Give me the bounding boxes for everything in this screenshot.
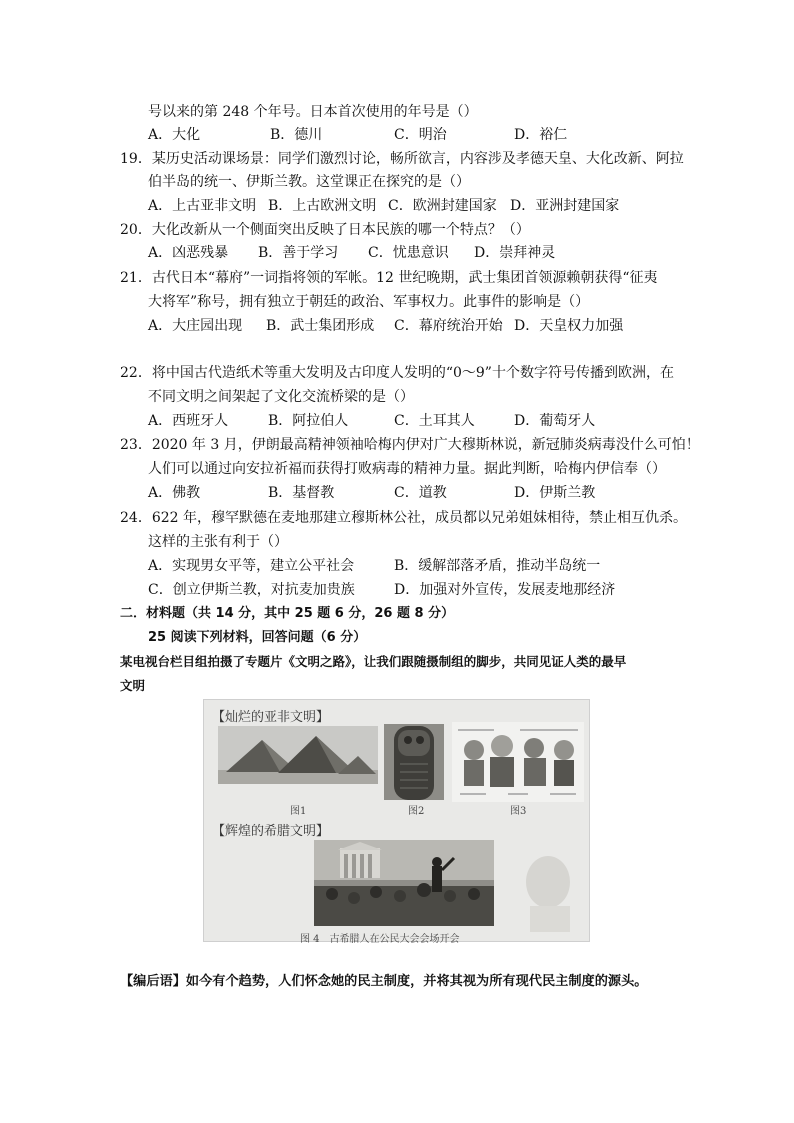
material-figure xyxy=(203,699,590,945)
q18-stem-tail: 号以来的第 248 个年号。日本首次使用的年号是（） xyxy=(148,104,478,120)
q18-option-b: B．德川 xyxy=(270,127,323,143)
figure-caption-4: 图 4 古希腊人在公民大会会场开会 xyxy=(300,934,460,945)
q21-option-b: B．武士集团形成 xyxy=(266,318,375,334)
q21-option-d: D．天皇权力加强 xyxy=(514,318,624,334)
q24-option-d: D．加强对外宣传，发展麦地那经济 xyxy=(394,582,616,598)
q23-stem-line2: 人们可以通过向安拉祈福而获得打败病毒的精神力量。据此判断，哈梅内伊信奉（） xyxy=(148,461,666,477)
q20-option-c: C．忧患意识 xyxy=(368,245,449,261)
q19-option-d: D．亚洲封建国家 xyxy=(510,198,620,214)
q21-option-a: A．大庄园出现 xyxy=(148,318,243,334)
figure-caption-2: 图2 xyxy=(408,806,425,817)
afterword: 【编后语】如今有个趋势，人们怀念她的民主制度，并将其视为所有现代民主制度的源头。 xyxy=(120,974,648,989)
q24-option-a: A．实现男女平等，建立公平社会 xyxy=(148,558,355,574)
q20-option-a: A．凶恶残暴 xyxy=(148,245,229,261)
q25-intro-line2: 文明 xyxy=(120,678,146,693)
q24-stem-line2: 这样的主张有利于（） xyxy=(148,534,288,550)
q23-option-a: A．佛教 xyxy=(148,485,201,501)
section2-heading: 二．材料题（共 14 分，其中 25 题 6 分，26 题 8 分） xyxy=(120,606,455,621)
q18-option-a: A．大化 xyxy=(148,127,201,143)
stele-photo xyxy=(384,724,444,800)
q19-option-c: C．欧洲封建国家 xyxy=(388,198,497,214)
q19-stem-line1: 19．某历史活动课场景：同学们激烈讨论，畅所欲言，内容涉及孝德天皇、大化改新、阿拉 xyxy=(120,151,684,167)
q22-option-a: A．西班牙人 xyxy=(148,413,229,429)
q23-stem-line1: 23．2020 年 3 月，伊朗最高精神领袖哈梅内伊对广大穆斯林说，新冠肺炎病毒没什么可怕！ xyxy=(120,437,700,453)
q19-option-a: A．上古亚非文明 xyxy=(148,198,257,214)
q20-option-b: B．善于学习 xyxy=(258,245,339,261)
q20-stem-line1: 20．大化改新从一个侧面突出反映了日本民族的哪一个特点？（） xyxy=(120,222,530,238)
figure-caption-3: 图3 xyxy=(510,806,527,817)
q21-option-c: C．幕府统治开始 xyxy=(394,318,503,334)
q24-stem-line1: 24．622 年，穆罕默德在麦地那建立穆斯林公社，成员都以兄弟姐妹相待，禁止相互仇杀。 xyxy=(120,510,687,526)
deities-illustration xyxy=(452,722,584,802)
q19-stem-line2: 伯半岛的统一、伊斯兰教。这堂课正在探究的是（） xyxy=(148,174,470,190)
figure-heading-asia-africa: 【灿烂的亚非文明】 xyxy=(212,710,330,725)
figure-caption-1: 图1 xyxy=(290,806,307,817)
q22-stem-line1: 22．将中国古代造纸术等重大发明及古印度人发明的“0～9”十个数字符号传播到欧洲，在 xyxy=(120,365,674,381)
q18-option-d: D．裕仁 xyxy=(514,127,568,143)
bust-watermark xyxy=(504,848,584,932)
q24-option-b: B．缓解部落矛盾，推动半岛统一 xyxy=(394,558,601,574)
q23-option-d: D．伊斯兰教 xyxy=(514,485,596,501)
q20-option-d: D．崇拜神灵 xyxy=(474,245,556,261)
q23-option-c: C．道教 xyxy=(394,485,447,501)
q22-option-d: D．葡萄牙人 xyxy=(514,413,596,429)
q21-stem-line2: 大将军”称号，拥有独立于朝廷的政治、军事权力。此事件的影响是（） xyxy=(148,294,590,310)
q24-option-c: C．创立伊斯兰教，对抗麦加贵族 xyxy=(148,582,355,598)
greek-assembly-painting xyxy=(314,840,494,926)
q22-option-b: B．阿拉伯人 xyxy=(268,413,349,429)
q23-option-b: B．基督教 xyxy=(268,485,335,501)
q25-intro-line1: 某电视台栏目组拍摄了专题片《文明之路》，让我们跟随摄制组的脚步，共同见证人类的最早 xyxy=(120,654,627,669)
q21-stem-line1: 21．古代日本“幕府”一词指将领的军帐。12 世纪晚期，武士集团首领源赖朝获得“征夷 xyxy=(120,270,658,286)
q25-heading: 25 阅读下列材料，回答问题（6 分） xyxy=(148,630,367,645)
q22-option-c: C．土耳其人 xyxy=(394,413,475,429)
q18-option-c: C．明治 xyxy=(394,127,447,143)
pyramids-photo xyxy=(218,726,378,784)
q22-stem-line2: 不同文明之间架起了文化交流桥梁的是（） xyxy=(148,389,414,405)
figure-heading-greece: 【辉煌的希腊文明】 xyxy=(212,824,330,839)
q19-option-b: B．上古欧洲文明 xyxy=(268,198,377,214)
